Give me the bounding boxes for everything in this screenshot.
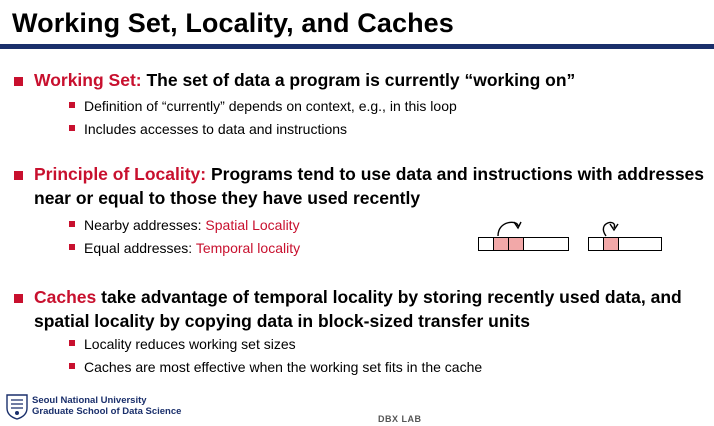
sub-bullet-square-icon — [69, 244, 75, 250]
sub-bullet-square-icon — [69, 363, 75, 369]
sub-bullet-text: Includes accesses to data and instructions — [84, 121, 348, 137]
sub-bullet — [84, 96, 457, 116]
bullet-square-icon — [14, 171, 23, 180]
spatial-locality-term: Spatial Locality — [205, 217, 300, 233]
sub-bullet-text: Caches are most effective when the working set fits in the cache — [84, 359, 483, 375]
memory-block — [478, 237, 569, 251]
title-divider — [0, 44, 714, 49]
sub-bullet-square-icon — [69, 102, 75, 108]
bullet-head: Caches — [34, 287, 97, 307]
memory-cell — [589, 238, 604, 250]
bullet-text: take advantage of temporal locality by storing recently used data, and spatial locality by copying data in block-sized transfer units — [34, 287, 682, 331]
memory-cell-accessed — [604, 238, 619, 250]
memory-block — [588, 237, 662, 251]
sub-bullet-square-icon — [69, 125, 75, 131]
sub-bullet — [84, 334, 296, 354]
bullet-square-icon — [14, 77, 23, 86]
memory-cell — [524, 238, 568, 250]
university-emblem-icon — [4, 392, 30, 420]
memory-cell — [619, 238, 661, 250]
footer-institution — [32, 395, 181, 417]
temporal-locality-term: Temporal locality — [195, 240, 301, 256]
bullet-principle-of-locality — [34, 162, 704, 210]
bullet-working-set — [34, 68, 704, 92]
memory-cell-accessed — [494, 238, 509, 250]
bullet-text: Programs tend to use data and instructions with addresses near or equal to those they have used recently — [34, 164, 705, 208]
sub-bullet — [84, 238, 300, 258]
sub-bullet-square-icon — [69, 221, 75, 227]
bullet-square-icon — [14, 294, 23, 303]
sub-bullet-square-icon — [69, 340, 75, 346]
temporal-locality-diagram — [588, 216, 668, 256]
sub-bullet-text: Equal addresses: — [84, 240, 196, 256]
slide-title: Working Set, Locality, and Caches — [12, 8, 454, 38]
footer-lab-name: DBX LAB — [378, 414, 422, 424]
sub-bullet — [84, 215, 300, 235]
footer-school: Graduate School of Data Science — [32, 406, 182, 417]
bullet-head: Working Set: — [34, 70, 142, 90]
memory-cell — [479, 238, 494, 250]
bullet-caches — [34, 285, 704, 333]
sub-bullet-text: Definition of “currently” depends on context, e.g., in this loop — [84, 98, 457, 114]
memory-cell-accessed — [509, 238, 524, 250]
sub-bullet-text: Nearby addresses: — [84, 217, 206, 233]
sub-bullet — [84, 119, 347, 139]
bullet-text: The set of data a program is currently “working on” — [141, 70, 576, 90]
spatial-locality-diagram — [478, 216, 568, 256]
sub-bullet-text: Locality reduces working set sizes — [84, 336, 296, 352]
bullet-head: Principle of Locality: — [34, 164, 207, 184]
footer-university: Seoul National University — [32, 395, 147, 406]
sub-bullet — [84, 357, 482, 377]
